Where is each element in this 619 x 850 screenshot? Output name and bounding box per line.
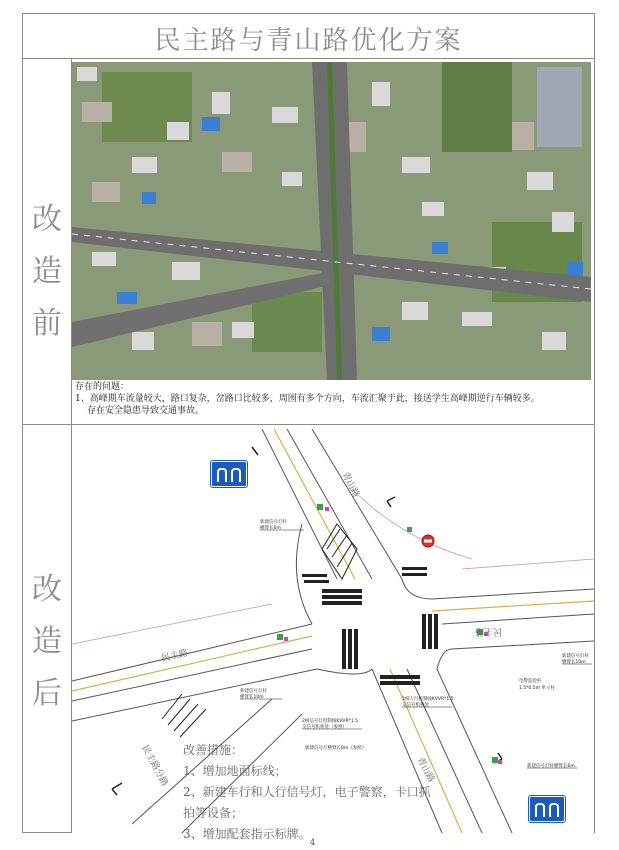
road-label-qingshan-bottom: 青山路 bbox=[414, 755, 436, 785]
aerial-photo-before bbox=[72, 62, 591, 380]
note-br-b: 1.5*0.5m 单立柱 bbox=[519, 686, 555, 691]
note-right-a: 新建信号灯杆 bbox=[562, 654, 589, 659]
after-label-text: 改 造 后 bbox=[32, 572, 62, 711]
note-top-left-a: 新建信号灯杆 bbox=[260, 520, 287, 525]
after-label bbox=[23, 564, 71, 720]
issues-line-1: 1、高峰期车流量较大，路口复杂，岔路口比较多，周围有多个方向，车流汇聚于此，接送学生高峰期逆行车辆较多。 bbox=[75, 394, 540, 404]
measures-item-2b: 拍等设备； bbox=[183, 806, 244, 820]
road-label-minzhu-left: 民主路 bbox=[160, 648, 190, 664]
note-mid-b: 交信号机柜处 bbox=[402, 703, 429, 708]
before-label-text: 改 造 前 bbox=[32, 202, 62, 341]
aerial-photo-graphic bbox=[72, 62, 591, 380]
note-center-c: 新建信号灯横臂长8m（参照） bbox=[305, 746, 367, 751]
note-br-c: 新建信号灯杆横臂长6m bbox=[527, 764, 575, 769]
lane-sign-icon bbox=[211, 461, 247, 487]
lane-sign-icon bbox=[529, 796, 565, 822]
note-left-b: 横臂长10m bbox=[240, 695, 264, 700]
road-label-qingshan-top: 青山路 bbox=[339, 470, 361, 500]
measures-item-3: 3、增加配套指示标牌。 bbox=[183, 827, 311, 841]
measures-text bbox=[183, 740, 443, 845]
before-label bbox=[23, 194, 71, 350]
note-right-b: 横臂长10m bbox=[562, 660, 586, 665]
issues-text bbox=[75, 381, 587, 417]
note-br-a: 电警监控杆 bbox=[519, 679, 542, 684]
note-top-left-b: 横臂长6m bbox=[260, 526, 281, 531]
measures-item-1: 1、增加地面标线； bbox=[183, 764, 287, 778]
page-frame bbox=[22, 13, 595, 841]
section-divider bbox=[23, 424, 594, 425]
note-mid-a: 1根人行控制线KVVR*1.5 bbox=[402, 697, 454, 702]
road-label-branch: 民主路分路 bbox=[139, 743, 170, 789]
issues-line-2: 存在安全隐患导致交通事故。 bbox=[87, 406, 205, 416]
title-divider bbox=[23, 58, 594, 59]
measures-item-2a: 2、新建车行和人行信号灯，电子警察，卡口抓 bbox=[183, 785, 431, 799]
issues-heading: 存在的问题： bbox=[75, 382, 130, 392]
page-title: 民主路与青山路优化方案 bbox=[154, 26, 463, 56]
note-center-b: 交信号机柜处（参照） bbox=[302, 725, 347, 730]
road-label-minzhu-right: 民主路 bbox=[474, 626, 502, 636]
page-number: 4 bbox=[310, 838, 316, 847]
note-left-a: 新建信号灯杆 bbox=[240, 689, 267, 694]
measures-heading: 改善措施： bbox=[183, 743, 244, 757]
note-center-a: 2根信号灯控制线KVVR*1.5 bbox=[302, 719, 359, 724]
